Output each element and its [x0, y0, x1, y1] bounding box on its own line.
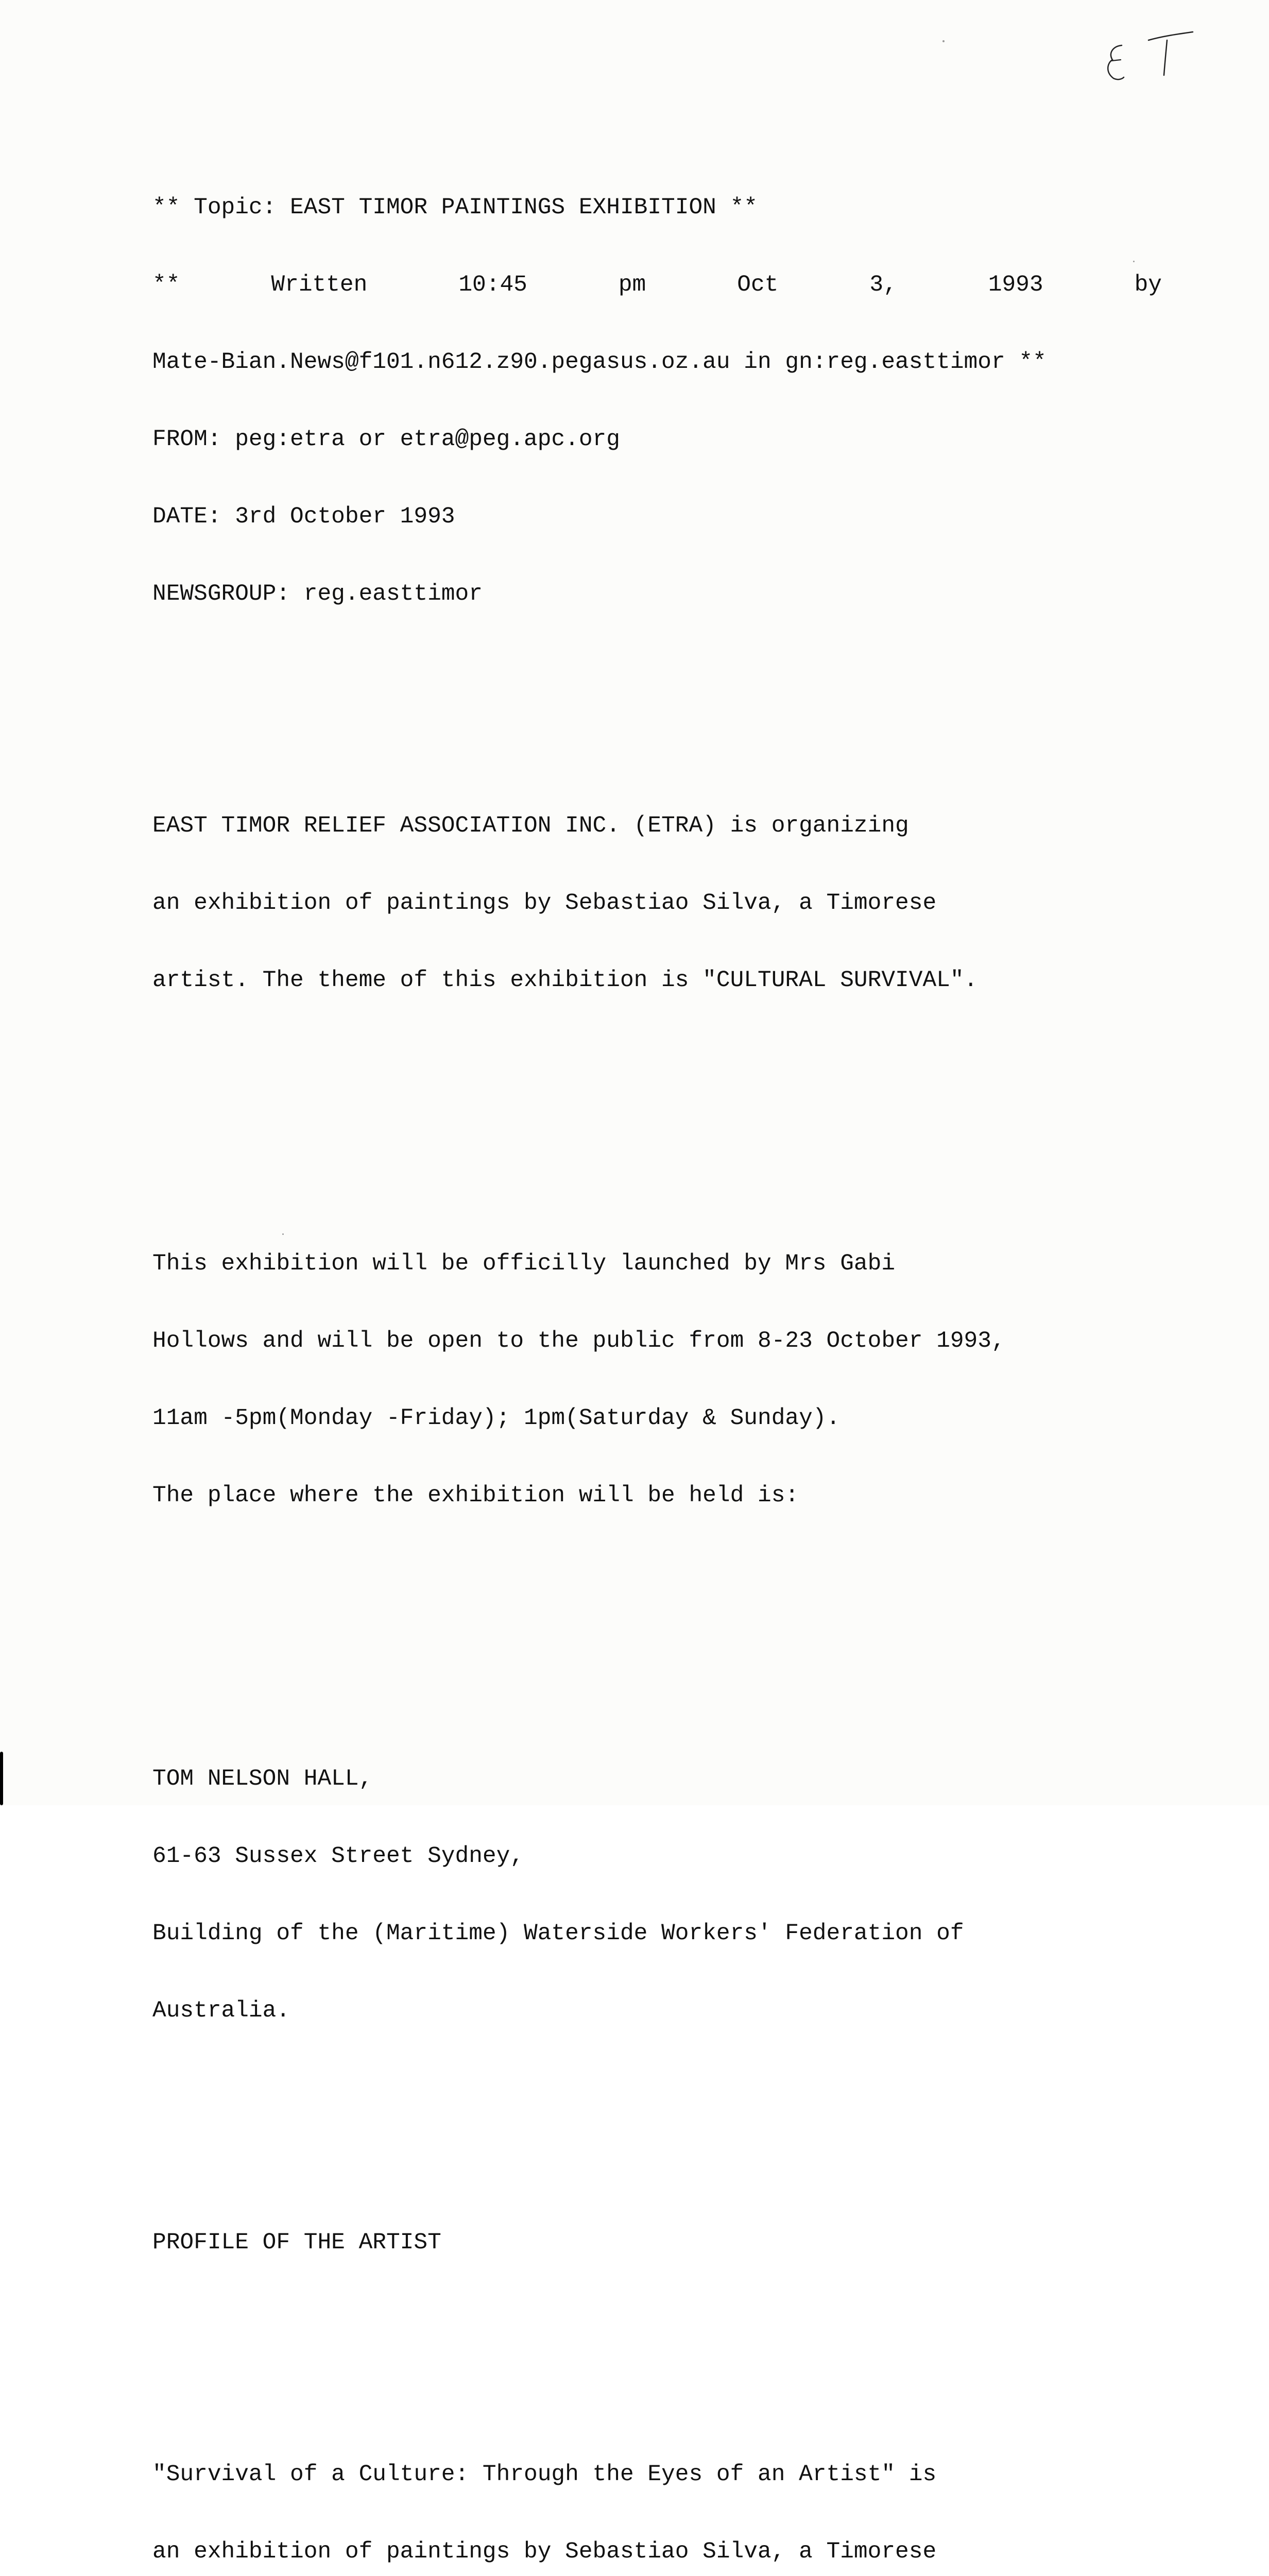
newsgroup-line: NEWSGROUP: reg.easttimor: [152, 581, 483, 607]
text-line: artist. The theme of this exhibition is "CULTURAL SURVIVAL".: [152, 968, 978, 993]
written-word: **: [152, 272, 180, 298]
text-line: Building of the (Maritime) Waterside Workers' Federation of: [152, 1921, 964, 1946]
section-heading: PROFILE OF THE ARTIST: [152, 2230, 441, 2256]
text-line: Hollows and will be open to the public from 8-23 October 1993,: [152, 1328, 1005, 1354]
scan-speck: [282, 1233, 284, 1235]
venue-address: [152, 1715, 1203, 2075]
text-line: "Survival of a Culture: Through the Eyes of an Artist" is: [152, 2462, 937, 2487]
handwritten-initials: [1101, 31, 1204, 88]
written-word: Oct: [737, 272, 779, 298]
text-line: TOM NELSON HALL,: [152, 1766, 373, 1792]
text-line: an exhibition of paintings by Sebastiao Silva, a Timorese: [152, 2539, 937, 2565]
text-line: This exhibition will be officilly launched by Mrs Gabi: [152, 1251, 896, 1277]
address-line: Mate-Bian.News@f101.n612.z90.pegasus.oz.au in gn:reg.easttimor **: [152, 349, 1047, 375]
written-word: Written: [271, 272, 368, 298]
paragraph: [152, 761, 1203, 1045]
text-line: EAST TIMOR RELIEF ASSOCIATION INC. (ETRA) is organizing: [152, 813, 909, 839]
binding-mark: [0, 1752, 3, 1805]
from-line: FROM: peg:etra or etra@peg.apc.org: [152, 427, 620, 452]
topic-line: ** Topic: EAST TIMOR PAINTINGS EXHIBITION **: [152, 195, 758, 221]
scan-speck: [1133, 261, 1135, 262]
text-line: an exhibition of paintings by Sebastiao Silva, a Timorese: [152, 890, 937, 916]
date-line: DATE: 3rd October 1993: [152, 504, 455, 530]
paragraph: [152, 1199, 1203, 1560]
text-line: 11am -5pm(Monday -Friday); 1pm(Saturday & Sunday).: [152, 1405, 841, 1431]
written-word: 1993: [988, 272, 1043, 298]
scan-speck: [942, 40, 945, 42]
document-text: [152, 143, 1203, 2576]
written-word: pm: [618, 272, 646, 298]
text-line: The place where the exhibition will be held is:: [152, 1483, 799, 1509]
paragraph: [152, 2410, 1203, 2576]
text-line: Australia.: [152, 1998, 290, 2024]
written-word: 3,: [869, 272, 897, 298]
written-word: by: [1134, 272, 1162, 298]
written-line: [152, 272, 1162, 298]
written-word: 10:45: [458, 272, 527, 298]
text-line: 61-63 Sussex Street Sydney,: [152, 1843, 524, 1869]
